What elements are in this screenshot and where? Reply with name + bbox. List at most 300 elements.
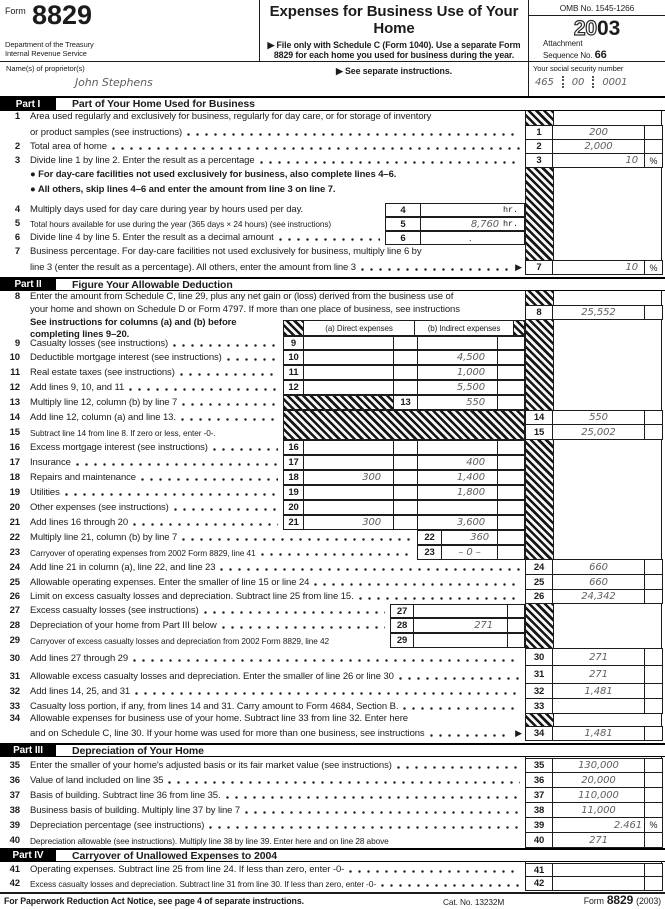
dot-leader (129, 388, 278, 391)
line-12-row (0, 380, 283, 395)
line-14-box-number: 14 (525, 411, 553, 424)
line-3-box-number: 3 (525, 154, 553, 167)
column-a-header: (a) Direct expenses (304, 321, 415, 335)
line-23-number: 23 (9, 547, 20, 558)
ssn-label: Your social security number (533, 64, 624, 73)
line-23-desc: Carryover of operating expenses from 2002 Form 8829, line 41 (30, 548, 256, 558)
line-32-unit-cell (644, 684, 663, 698)
hatch-region (525, 714, 554, 726)
line-8-box-number: 8 (525, 306, 553, 319)
line-16-box-number: 16 (284, 441, 304, 454)
line-9-desc: Casualty losses (see instructions) (30, 338, 169, 349)
line-3-amount-field[interactable]: 10 (625, 155, 638, 166)
line-13-cents (497, 396, 524, 409)
line-17-box-row (283, 455, 525, 470)
line-15-box-number: 15 (525, 425, 553, 439)
line-31-row (0, 666, 525, 684)
line-22-value-field[interactable]: 360 (470, 532, 489, 543)
line-16-desc: Excess mortgage interest (see instructions) (30, 442, 208, 453)
form-word: Form (5, 6, 26, 16)
line-17-indirect-field[interactable]: 400 (466, 457, 485, 468)
line-29-row (0, 633, 390, 648)
line-2-number: 2 (14, 141, 20, 152)
dot-leader (76, 463, 278, 466)
dot-leader (260, 161, 520, 164)
line-42-number: 42 (9, 878, 20, 889)
line-12-direct-cents (393, 381, 418, 394)
line-33-amount-field[interactable] (553, 699, 644, 713)
line-15-row (0, 425, 283, 440)
line-10-number: 10 (9, 352, 20, 363)
attachment-label: Attachment (543, 39, 583, 48)
line-16-box-row (283, 440, 525, 455)
line-15-value-row (525, 425, 663, 440)
line-25-amount-field[interactable]: 660 (589, 576, 608, 588)
columns-note-2: completing lines 9–20. (30, 329, 130, 340)
line-38-value-row (525, 803, 663, 818)
line-16-direct-field[interactable] (304, 441, 393, 454)
line-7-value-row (525, 260, 663, 275)
line-20-indirect-field[interactable] (418, 501, 497, 514)
part-iii-label: Part III (0, 745, 56, 756)
line-26-row (0, 590, 525, 604)
line-20-row (0, 500, 283, 515)
line-5-row (0, 217, 385, 231)
line-21-direct-cents (393, 516, 418, 529)
bullet-daycare: ● For day-care facilities not used exclusively for business, also complete lines 4–6. (30, 169, 397, 180)
form-subtitle: ▶ File only with Schedule C (Form 1040). Use a separate Form 8829 for each home you used for business during the year. (267, 40, 521, 61)
line-5-value: 8,760 (470, 218, 499, 230)
line-14-unit-cell (644, 411, 663, 424)
line-23-row (0, 545, 417, 560)
line-24-amount-field[interactable]: 660 (589, 561, 608, 573)
omb-block (528, 0, 665, 62)
line-31-box-number: 31 (525, 666, 553, 683)
line-29-value-field[interactable] (414, 634, 507, 647)
line-15-amount-field[interactable]: 25,002 (581, 426, 616, 438)
line-32-value-row (525, 684, 663, 699)
line-32-row (0, 684, 525, 699)
line-37-amount-field[interactable]: 110,000 (578, 789, 619, 801)
dot-leader (226, 796, 521, 799)
line-22-number: 22 (9, 532, 20, 543)
line-5-number: 5 (14, 218, 20, 229)
line-1-number: 1 (14, 111, 20, 122)
line-10-indirect-cents (497, 351, 524, 364)
line-4-value-field[interactable] (421, 204, 524, 216)
form-id-block (0, 0, 260, 62)
dot-leader (168, 781, 520, 784)
dot-leader (204, 611, 385, 614)
line-11-desc: Real estate taxes (see instructions) (30, 367, 175, 378)
line-34-desc2: and on Schedule C, line 30. If your home was used for more than one business, see instructions (30, 728, 425, 739)
line-22-box-number: 22 (418, 531, 442, 544)
footer-form-id (584, 894, 661, 906)
line-9-box-number: 9 (284, 337, 304, 349)
line-17-box-number: 17 (284, 456, 304, 469)
line-25-value-row (525, 575, 663, 590)
line-42-unit-cell (644, 877, 663, 890)
line-4-unit: hr. (502, 205, 518, 215)
line-24-unit-cell (644, 560, 663, 574)
line-35-box-number: 35 (525, 759, 553, 772)
line-24-desc: Add line 21 in column (a), line 22, and line 23 (30, 562, 216, 573)
line-10-box-number: 10 (284, 351, 304, 364)
line-23-value-field[interactable]: – 0 – (458, 547, 481, 558)
line-10-indirect-field[interactable]: 4,500 (456, 352, 485, 363)
dot-leader (220, 568, 520, 571)
dot-leader (227, 358, 278, 361)
dot-leader (133, 659, 520, 662)
line-17-direct-field[interactable] (304, 456, 393, 469)
line-19-direct-cents (393, 486, 418, 499)
line-26-value-row (525, 590, 663, 604)
line-5-box-row (385, 217, 525, 231)
line-16-direct-cents (393, 441, 418, 454)
hatch-region (284, 396, 394, 409)
line-4-desc: Multiply days used for day care during year by hours used per day. (30, 204, 304, 215)
ssn-separator (562, 76, 564, 88)
line-38-unit-cell (644, 803, 663, 817)
line-41-amount-field[interactable] (553, 864, 644, 876)
line-18-desc: Repairs and maintenance (30, 472, 136, 483)
line-32-desc: Add lines 14, 25, and 31 (30, 686, 131, 697)
line-14-value-row (525, 410, 663, 425)
form-instructions-note: ▶ See separate instructions. (336, 66, 452, 77)
omb-number: OMB No. 1545-1266 (529, 0, 665, 16)
line-18-direct-field[interactable]: 300 (362, 472, 381, 483)
line-5-unit: hr. (502, 219, 518, 229)
line-18-direct-cents (393, 471, 418, 484)
line-2-amount-field[interactable]: 2,000 (584, 141, 613, 152)
line-38-box-number: 38 (525, 803, 553, 817)
line-7-row2 (0, 259, 525, 275)
line-15-unit-cell (644, 425, 663, 439)
line-26-number: 26 (9, 591, 20, 602)
line-2-desc: Total area of home (30, 141, 107, 152)
hatch-region (525, 604, 554, 648)
line-21-indirect-cents (497, 516, 524, 529)
line-21-direct-field[interactable]: 300 (362, 517, 381, 528)
line-11-direct-field[interactable] (304, 366, 393, 379)
line-8-unit-cell (644, 306, 663, 319)
line-10-direct-field[interactable] (304, 351, 393, 364)
dot-leader (381, 884, 520, 887)
line-3-row (0, 154, 525, 168)
line-28-row (0, 618, 390, 633)
proprietor-name-field[interactable]: John Stephens (75, 76, 153, 89)
line-18-indirect-field[interactable]: 1,400 (456, 472, 485, 483)
line-12-desc: Add lines 9, 10, and 11 (30, 382, 125, 393)
line-36-number: 36 (9, 775, 20, 786)
sequence-prefix: Sequence No. (543, 51, 595, 60)
ssn-separator (592, 76, 594, 88)
line-3-desc: Divide line 1 by line 2. Enter the result as a percentage (30, 155, 255, 166)
line-24-number: 24 (9, 562, 20, 573)
part-iii-bar (0, 743, 665, 757)
line-12-direct-field[interactable] (304, 381, 393, 394)
line-38-amount-field[interactable]: 11,000 (581, 804, 616, 816)
line-27-box-row (390, 604, 525, 618)
line-31-amount-field[interactable]: 271 (589, 669, 608, 680)
line-8-number: 8 (14, 291, 20, 302)
line-33-box-number: 33 (525, 699, 553, 713)
dot-leader (245, 811, 520, 814)
line-7-amount-field[interactable]: 10 (625, 262, 638, 273)
line-17-direct-cents (393, 456, 418, 469)
line-29-desc: Carryover of excess casualty losses and depreciation from 2002 Form 8829, line 42 (30, 636, 330, 646)
line-6-value-field[interactable] (421, 232, 524, 244)
line-16-indirect-field[interactable] (418, 441, 497, 454)
line-19-indirect-cents (497, 486, 524, 499)
dot-leader (213, 448, 278, 451)
bullet-daycare-row (0, 168, 525, 182)
hatch-region (284, 321, 304, 335)
line-41-desc: Operating expenses. Subtract line 25 from line 24. If less than zero, enter -0- (30, 864, 345, 875)
columns-note-1: See instructions for columns (a) and (b) before (30, 317, 237, 328)
line-2-value-row (525, 140, 663, 154)
line-25-row (0, 575, 525, 590)
line-30-unit-cell (644, 649, 663, 665)
tax-year-outline: 20 (573, 17, 597, 40)
dot-leader (361, 268, 510, 271)
line-1-amount-field[interactable]: 200 (589, 127, 608, 138)
line-10-desc: Deductible mortgage interest (see instructions) (30, 352, 222, 363)
line-35-unit-cell (644, 759, 663, 772)
line-6-value: . (469, 233, 472, 243)
line-42-box-number: 42 (525, 877, 553, 890)
line-25-number: 25 (9, 577, 20, 588)
line-29-box-row (390, 633, 525, 648)
line-7-number: 7 (14, 246, 20, 257)
dot-leader (349, 870, 520, 873)
line-37-number: 37 (9, 790, 20, 801)
line-40-number: 40 (9, 835, 20, 846)
line-9-direct-field[interactable] (304, 337, 393, 349)
part-iv-label: Part IV (0, 850, 56, 861)
line-1-unit-cell (644, 126, 663, 139)
line-30-amount-field[interactable]: 271 (589, 651, 608, 663)
dot-leader (359, 597, 520, 600)
dot-leader (173, 344, 278, 347)
line-30-number: 30 (9, 653, 20, 664)
dot-leader (180, 373, 278, 376)
line-34-amount-field[interactable]: 1,481 (584, 728, 613, 739)
line-22-cents (497, 531, 524, 544)
line-32-number: 32 (9, 686, 20, 697)
agency-line-2: Internal Revenue Service (5, 49, 87, 58)
line-32-amount-field[interactable]: 1,481 (584, 685, 613, 697)
line-31-desc: Allowable excess casualty losses and depreciation. Enter the smaller of line 26 or line 30 (30, 671, 394, 682)
line-38-number: 38 (9, 805, 20, 816)
line-37-row (0, 788, 525, 803)
line-20-box-row (283, 500, 525, 515)
line-6-box-row (385, 231, 525, 245)
line-21-box-number: 21 (284, 516, 304, 529)
line-9-indirect-field[interactable] (418, 337, 497, 349)
line-4-row (0, 203, 385, 217)
line-11-indirect-cents (497, 366, 524, 379)
catalog-number: Cat. No. 13232M (443, 897, 505, 907)
line-40-box-number: 40 (525, 833, 553, 847)
line-41-number: 41 (9, 864, 20, 875)
line-20-direct-cents (393, 501, 418, 514)
line-26-amount-field[interactable]: 24,342 (581, 591, 616, 602)
part-i-label: Part I (0, 98, 56, 110)
line-39-value-row (525, 818, 663, 833)
line-36-desc: Value of land included on line 35 (30, 775, 164, 786)
line-10-box-row (283, 350, 525, 365)
line-28-desc: Depreciation of your home from Part III below (30, 620, 217, 631)
ssn-part-2: 00 (571, 76, 585, 88)
expense-columns-header (283, 320, 525, 336)
line-11-direct-cents (393, 366, 418, 379)
line-8-value-row (525, 305, 663, 320)
footer-form-year: (2003) (636, 896, 661, 906)
line-22-row (0, 530, 417, 545)
line-28-number: 28 (9, 620, 20, 631)
line-9-indirect-cents (497, 337, 524, 349)
line-10-row (0, 350, 283, 365)
line-21-row (0, 515, 283, 530)
line-7-desc: Business percentage. For day-care facilities not used exclusively for business, multiply line 6 by (30, 246, 422, 257)
proprietor-row (0, 62, 665, 96)
line-35-row (0, 758, 525, 773)
line-30-value-row (525, 648, 663, 666)
line-26-desc: Limit on excess casualty losses and depreciation. Subtract line 25 from line 15. (30, 591, 354, 602)
line-7-row (0, 246, 525, 259)
line-39-desc: Depreciation percentage (see instructions) (30, 820, 205, 831)
line-37-value-row (525, 788, 663, 803)
line-40-value-row (525, 833, 663, 848)
line-33-unit-cell (644, 699, 663, 713)
line-31-value-row (525, 666, 663, 684)
line-28-box-number: 28 (391, 619, 414, 632)
line-1-desc2: or product samples (see instructions) (30, 127, 183, 138)
line-1-box-number: 1 (525, 126, 553, 139)
line-17-row (0, 455, 283, 470)
line-17-number: 17 (9, 457, 20, 468)
line-13-box-row (283, 395, 525, 410)
line-42-row (0, 877, 525, 891)
line-26-box-number: 26 (525, 590, 553, 603)
line-16-row (0, 440, 283, 455)
line-15-number: 15 (9, 427, 20, 438)
line-21-desc: Add lines 16 through 20 (30, 517, 129, 528)
line-28-cents (507, 619, 524, 632)
line-39-unit-cell: % (644, 818, 663, 832)
line-21-indirect-field[interactable]: 3,600 (456, 517, 485, 528)
line-29-cents (507, 634, 524, 647)
tax-year (529, 18, 665, 39)
line-40-row (0, 833, 525, 848)
line-34-box-number: 34 (525, 727, 553, 740)
line-19-number: 19 (9, 487, 20, 498)
line-23-box-row (417, 545, 525, 560)
line-27-desc: Excess casualty losses (see instructions) (30, 605, 199, 616)
part-ii-title: Figure Your Allowable Deduction (72, 278, 233, 291)
line-5-box-number: 5 (386, 218, 421, 230)
line-30-row (0, 648, 525, 666)
line-16-indirect-cents (497, 441, 524, 454)
footer-form-word: Form (583, 896, 604, 906)
line-34-arrow-icon: ▶ (515, 728, 522, 738)
ssn-field[interactable] (535, 76, 627, 88)
line-31-unit-cell (644, 666, 663, 683)
line-12-box-number: 12 (284, 381, 304, 394)
line-7-unit-cell: % (644, 261, 663, 274)
line-19-indirect-field[interactable]: 1,800 (456, 487, 485, 498)
line-14-amount-field[interactable]: 550 (589, 412, 608, 423)
line-19-direct-field[interactable] (304, 486, 393, 499)
line-27-value-field[interactable] (414, 605, 507, 617)
part-ii-bar (0, 277, 665, 291)
line-36-amount-field[interactable]: 20,000 (581, 774, 616, 786)
line-18-box-row (283, 470, 525, 485)
part-iv-bar (0, 848, 665, 862)
line-4-box-row (385, 203, 525, 217)
line-4-number: 4 (14, 204, 20, 215)
line-37-unit-cell (644, 788, 663, 802)
line-12-indirect-field[interactable]: 5,500 (456, 382, 485, 393)
line-1-row2 (0, 125, 525, 140)
line-12-number: 12 (9, 382, 20, 393)
line-31-number: 31 (9, 671, 20, 682)
line-27-box-number: 27 (391, 605, 414, 617)
line-25-desc: Allowable operating expenses. Enter the smaller of line 15 or line 24 (30, 577, 310, 588)
line-28-value-field[interactable]: 271 (474, 620, 493, 631)
part-ii-label: Part II (0, 279, 56, 290)
line-21-number: 21 (9, 517, 20, 528)
form-number: 8829 (32, 0, 93, 30)
dot-leader (399, 677, 520, 680)
line-38-desc: Business basis of building. Multiply line 37 by line 7 (30, 805, 241, 816)
line-34-row (0, 714, 525, 726)
line-34-desc: Allowable expenses for business use of your home. Subtract line 33 from line 32. Enter here (30, 713, 408, 724)
footer-rule (0, 892, 665, 894)
line-39-amount-field[interactable]: 2.461 (613, 819, 642, 831)
line-8-amount-field[interactable]: 25,552 (581, 307, 616, 318)
line-5-value-field[interactable] (421, 218, 524, 230)
line-35-amount-field[interactable]: 130,000 (578, 760, 619, 771)
line-20-direct-field[interactable] (304, 501, 393, 514)
form-title-block (260, 0, 528, 77)
line-4-box-number: 4 (386, 204, 421, 216)
line-37-desc: Basis of building. Subtract line 36 from line 35. (30, 790, 221, 801)
line-7-desc2: line 3 (enter the result as a percentage). All others, enter the amount from line 3 (30, 262, 356, 273)
line-24-row (0, 559, 525, 575)
dot-leader (181, 418, 278, 421)
line-7-arrow-icon: ▶ (515, 262, 522, 272)
dot-leader (261, 553, 412, 556)
line-27-cents (507, 605, 524, 617)
line-33-value-row (525, 699, 663, 714)
line-13-value-field[interactable]: 550 (466, 397, 485, 408)
line-2-row (0, 140, 525, 154)
line-5-desc: Total hours available for use during the year (365 days × 24 hours) (see instructions) (30, 219, 332, 229)
line-12-box-row (283, 380, 525, 395)
line-41-value-row (525, 863, 663, 877)
line-18-number: 18 (9, 472, 20, 483)
part-i-bar (0, 96, 665, 111)
line-40-amount-field[interactable]: 271 (589, 834, 608, 846)
line-18-box-number: 18 (284, 471, 304, 484)
line-11-indirect-field[interactable]: 1,000 (456, 367, 485, 378)
line-1-desc: Area used regularly and exclusively for business, regularly for day care, or for storage of inventory (30, 111, 432, 122)
line-17-desc: Insurance (30, 457, 71, 468)
line-42-amount-field[interactable] (553, 877, 644, 890)
line-29-box-number: 29 (391, 634, 414, 647)
